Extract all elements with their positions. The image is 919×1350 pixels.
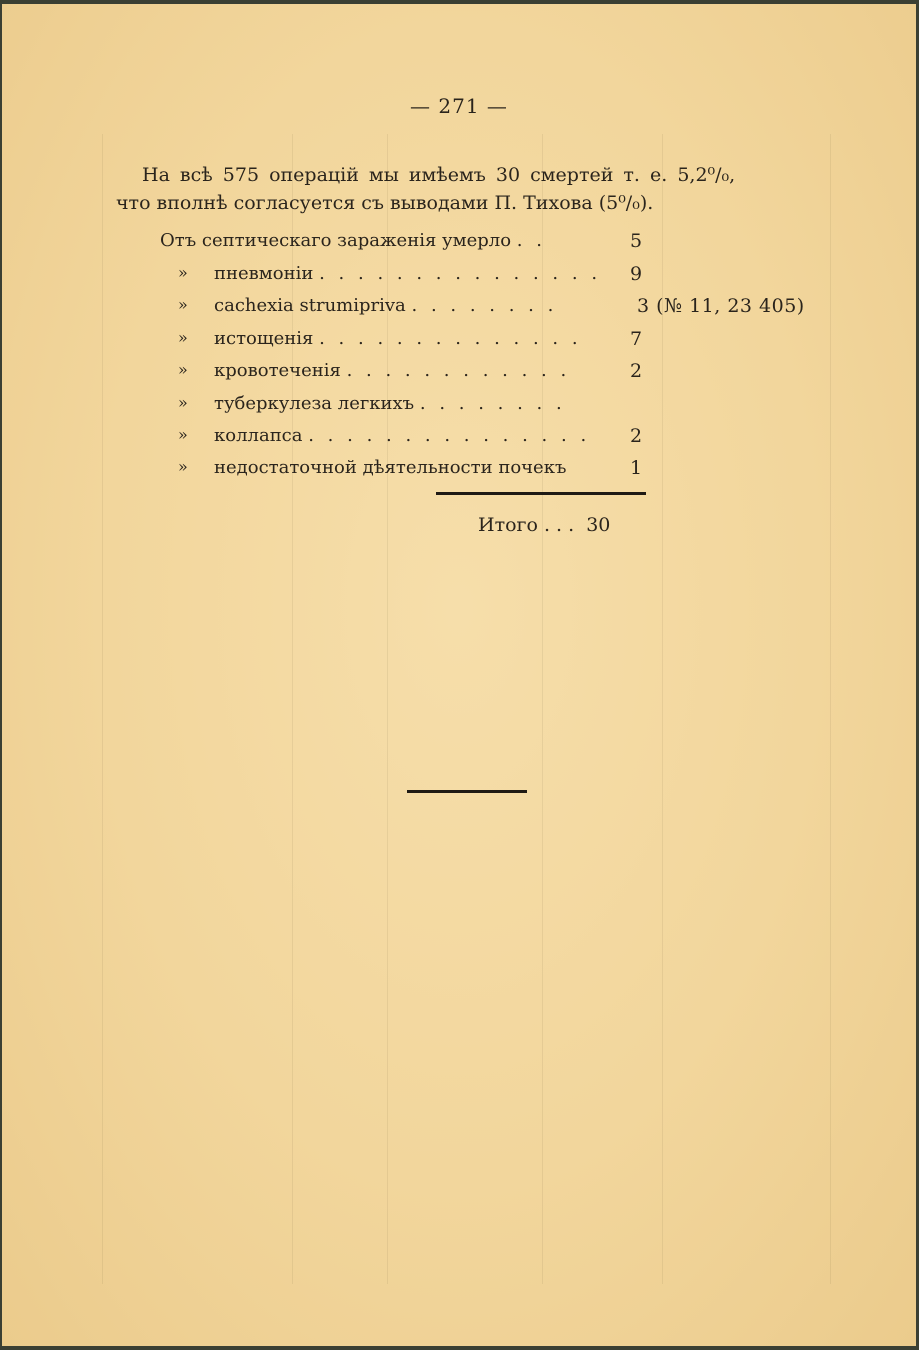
leader-dots: . . . . . . . . . . . . . . xyxy=(319,328,582,349)
cause-count: 2 xyxy=(630,360,643,382)
paragraph-line-2: что вполнѣ согласуется съ выводами П. Тихова (5⁰/₀). xyxy=(116,192,654,214)
leader-dots: . . . . . . . . . . . . . . . xyxy=(319,263,602,284)
sum-rule xyxy=(436,492,646,495)
leader-dots: . . . . . . . . xyxy=(419,393,566,414)
cause-label: пневмоніи xyxy=(214,263,314,284)
ditto-mark: » xyxy=(178,328,188,347)
ditto-mark: » xyxy=(178,425,188,444)
page-number: — 271 — xyxy=(410,94,508,118)
cause-label: коллапса xyxy=(214,425,303,446)
case-reference: (№ 11, 23 405) xyxy=(656,295,805,317)
ditto-mark: » xyxy=(178,393,188,412)
cause-count: 2 xyxy=(630,425,643,447)
cause-label: истощенія xyxy=(214,328,314,349)
cause-count: 5 xyxy=(630,230,643,252)
ditto-mark: » xyxy=(178,360,188,379)
cause-label: кровотеченія xyxy=(214,360,341,381)
paragraph-line-1: На всѣ 575 операцій мы имѣемъ 30 смертей т. е. 5,2⁰/₀, xyxy=(142,164,736,186)
leader-dots: . . . . . . . . . . . . xyxy=(346,360,571,381)
document-page xyxy=(2,4,916,1346)
leader-dots: . . xyxy=(516,230,546,251)
ditto-mark: » xyxy=(178,295,188,314)
cause-count: 7 xyxy=(630,328,643,350)
cause-label: cachexia strumiprіva xyxy=(214,295,406,316)
end-rule xyxy=(407,790,527,793)
ditto-mark: » xyxy=(178,263,188,282)
cause-label: туберкулеза легкихъ xyxy=(214,393,415,414)
total-label: Итого . . . xyxy=(478,514,575,536)
cause-count: 1 xyxy=(630,457,643,479)
cause-count: 3 xyxy=(637,295,650,317)
leader-dots: . . . . . . . . xyxy=(411,295,558,316)
cause-label: недостаточной дѣятельности почекъ xyxy=(214,457,567,478)
total-row xyxy=(478,514,610,536)
leader-dots: . . . . . . . . . . . . . . . xyxy=(308,425,591,446)
ditto-mark: » xyxy=(178,457,188,476)
cause-count: 9 xyxy=(630,263,643,285)
total-count: 30 xyxy=(586,514,611,536)
cause-label: Отъ септическаго зараженія умерло xyxy=(160,230,512,251)
